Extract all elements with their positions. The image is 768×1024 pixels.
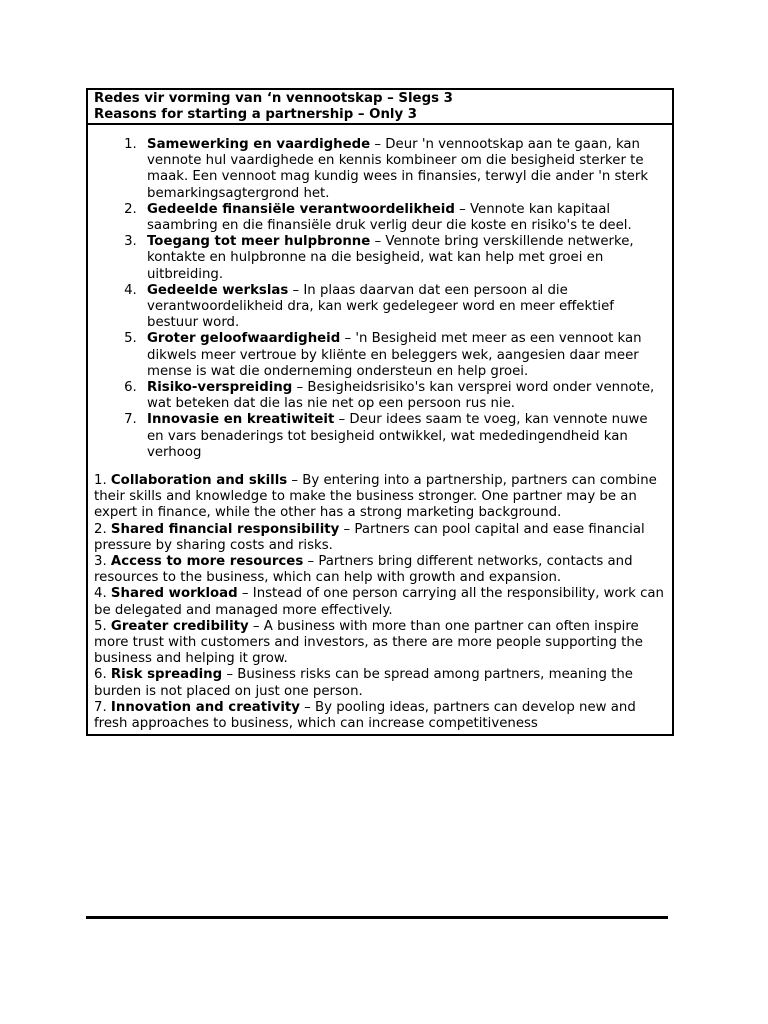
box-header: [88, 90, 672, 125]
item-number: 1.: [94, 473, 111, 488]
afrikaans-list: [94, 137, 666, 460]
item-title: Innovation and creativity: [110, 699, 300, 715]
list-item: [141, 412, 666, 461]
list-item: [141, 234, 666, 283]
list-item: [141, 202, 666, 234]
list-item: [94, 473, 666, 522]
header-title-english: Reasons for starting a partnership – Only 3: [94, 107, 418, 122]
item-text: – Partners bring different networks, contacts and resources to the business, which can help with growth and expansion.: [94, 554, 633, 586]
box-body: [88, 125, 672, 734]
list-item: [94, 586, 666, 618]
list-item: [141, 137, 666, 202]
item-title: Access to more resources: [110, 554, 304, 570]
item-title: Risiko-verspreiding: [147, 380, 293, 396]
item-text: – Deur idees saam te voeg, kan vennote nuwe en vars benaderings tot besigheid ontwikkel, wat mededingendheid kan verhoog: [147, 412, 648, 460]
list-item: [94, 554, 666, 586]
item-text: – Business risks can be spread among partners, meaning the burden is not placed on just one person.: [94, 667, 633, 699]
item-number: 2.: [94, 521, 111, 537]
item-text: – Deur 'n vennootskap aan te gaan, kan vennote hul vaardighede en kennis kombineer om die besigheid sterker te maak. Een vennoot mag kundig wees in finansies, terwyl die ander 'n sterk bemarkingsagtergrond het.: [147, 137, 649, 201]
footer-rule: [86, 916, 668, 919]
item-text: – Instead of one person carrying all the responsibility, work can be delegated and managed more effectively.: [94, 586, 664, 618]
item-text: – Partners can pool capital and ease financial pressure by sharing costs and risks.: [94, 521, 645, 553]
item-number: 5.: [94, 618, 111, 634]
header-title-afrikaans: Redes vir vorming van ‘n vennootskap – Slegs 3: [94, 91, 453, 106]
item-text: – By pooling ideas, partners can develop new and fresh approaches to business, which can increase competitiveness: [94, 699, 636, 732]
item-text: – By entering into a partnership, partners can combine their skills and knowledge to make the business stronger. One partner may be an expert in finance, while the other has a strong marketing background.: [94, 473, 657, 521]
content-box: [86, 88, 674, 736]
item-text: – Besigheidsrisiko's kan versprei word onder vennote, wat beteken dat die las nie net op een persoon rus nie.: [147, 380, 655, 412]
item-title: Collaboration and skills: [110, 473, 288, 488]
item-title: Gedeelde werkslas: [147, 282, 289, 298]
item-number: 6.: [94, 667, 111, 683]
item-title: Gedeelde finansiële verantwoordelikheid: [147, 201, 455, 217]
item-title: Innovasie en kreatiwiteit: [147, 412, 335, 428]
item-text: – A business with more than one partner can often inspire more trust with customers and investors, as there are more people supporting the business and helping it grow.: [94, 618, 643, 667]
list-item: [94, 667, 666, 699]
item-number: 3.: [94, 554, 111, 570]
list-item: [94, 700, 666, 732]
item-number: 4.: [94, 586, 111, 602]
list-item: [141, 380, 666, 412]
item-title: Shared financial responsibility: [110, 521, 340, 537]
item-text: – 'n Besigheid met meer as een vennoot kan dikwels meer vertroue by kliënte en beleggers wek, aangesien daar meer mense is wat die onderneming ondersteun en help groei.: [147, 331, 642, 379]
list-item: [94, 619, 666, 668]
list-item: [141, 283, 666, 332]
item-title: Samewerking en vaardighede: [147, 137, 371, 152]
item-text: – In plaas daarvan dat een persoon al die verantwoordelikheid dra, kan werk gedelegeer word en meer effektief bestuur word.: [147, 282, 614, 331]
item-title: Risk spreading: [110, 667, 223, 683]
item-title: Groter geloofwaardigheid: [147, 331, 341, 347]
item-number: 7.: [94, 699, 111, 715]
item-title: Greater credibility: [110, 618, 249, 634]
item-title: Shared workload: [110, 586, 238, 602]
list-item: [141, 331, 666, 380]
list-item: [94, 522, 666, 554]
item-text: – Vennote kan kapitaal saambring en die finansiële druk verlig deur die koste en risiko's te deel.: [147, 201, 632, 234]
english-list: [94, 473, 666, 732]
item-title: Toegang tot meer hulpbronne: [147, 234, 371, 250]
item-text: – Vennote bring verskillende netwerke, kontakte en hulpbronne na die besigheid, wat kan help met groei en uitbreiding.: [147, 234, 634, 282]
